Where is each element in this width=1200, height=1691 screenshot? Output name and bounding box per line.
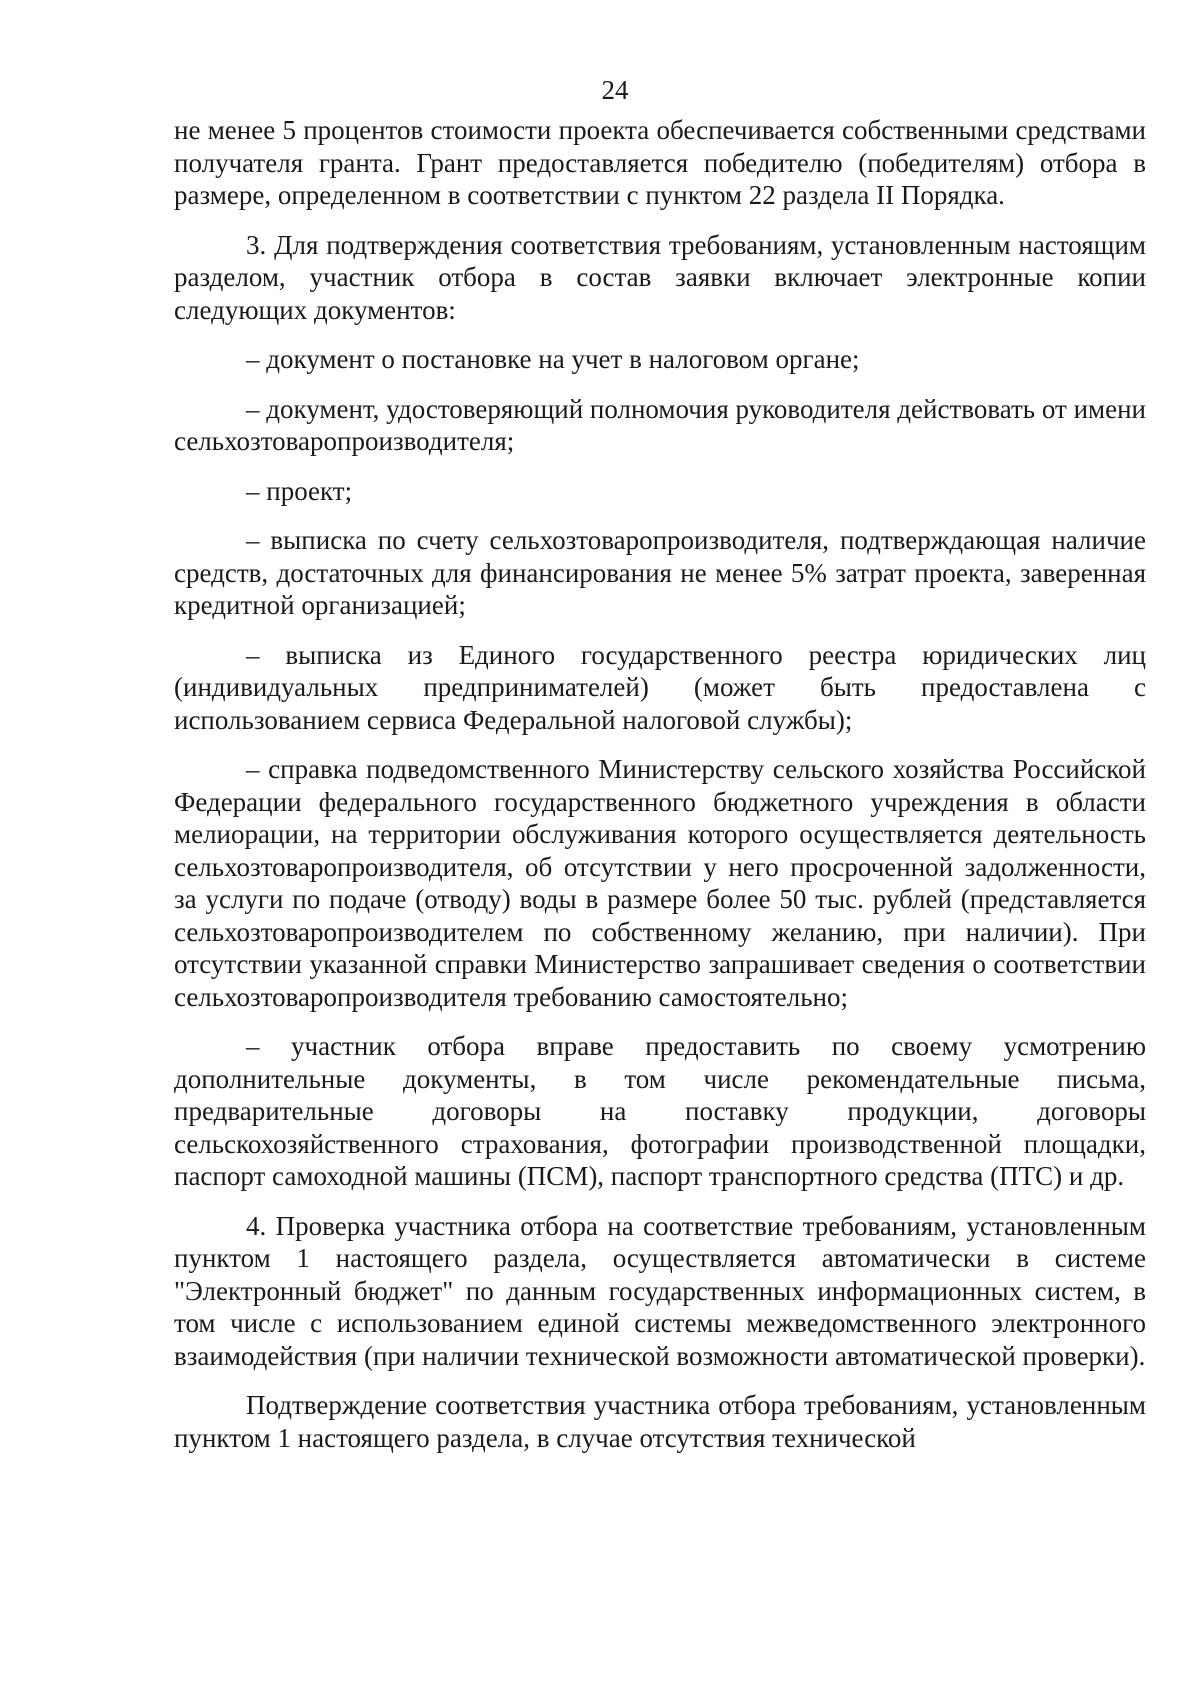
list-item-egrul-extract: – выписка из Единого государственного реестра юридических лиц (индивидуальных предпринимателей) (может быть предоставлена с использованием сервиса Федеральной налоговой службы);: [174, 639, 1146, 735]
list-item-project: – проект;: [246, 475, 353, 506]
list-item-additional-documents: – участник отбора вправе предоставить по своему усмотрению дополнительные документы, в том числе рекомендательные письма, предварительные договоры на поставку продукции, договоры сельскохозяйственного страхования, фотографии производственной площадки, паспорт самоходной машины (ПСМ), паспорт транспортного средства (ПТС) и др.: [174, 1031, 1146, 1191]
list-item-bank-statement: – выписка по счету сельхозтоваропроизводителя, подтверждающая наличие средств, достаточных для финансирования не менее 5% затрат проекта, заверенная кредитной организацией;: [174, 525, 1146, 620]
paragraph-clause-4: 4. Проверка участника отбора на соответствие требованиям, установленным пунктом 1 настоящего раздела, осуществляется автоматически в системе "Электронный бюджет" по данным государственных информационных систем, в том числе с использованием единой системы межведомственного электронного взаимодействия (при наличии технической возможности автоматической проверки).: [174, 1210, 1146, 1371]
list-item-melioration-certificate: – справка подведомственного Министерству сельского хозяйства Российской Федерации федерального государственного бюджетного учреждения в области мелиорации, на территории обслуживания которого осуществляется деятельность сельхозтоваропроизводителя, об отсутствии у него просроченной задолженности, за услуги по подаче (отводу) воды в размере более 50 тыс. рублей (представляется сельхозтоваропроизводителем по собственному желанию, при наличии). При отсутствии указанной справки Министерство запрашивает сведения о соответствии сельхозтоваропроизводителя требованию самостоятельно;: [174, 754, 1146, 1012]
paragraph-grant-continuation: не менее 5 процентов стоимости проекта обеспечивается собственными средствами получателя гранта. Грант предоставляется победителю (победителям) отбора в размере, определенном в соответствии с пунктом 22 раздела II Порядка.: [174, 115, 1146, 210]
page-number: 24: [601, 75, 629, 105]
paragraph-clause-3: 3. Для подтверждения соответствия требованиям, установленным настоящим разделом, участник отбора в состав заявки включает электронные копии следующих документов:: [174, 229, 1146, 325]
list-item-authority-document: – документ, удостоверяющий полномочия руководителя действовать от имени сельхозтоваропроизводителя;: [174, 393, 1146, 456]
list-item-tax-registration: – документ о постановке на учет в налоговом органе;: [246, 344, 860, 374]
document-body: [174, 114, 1146, 1471]
paragraph-confirmation: Подтверждение соответствия участника отбора требованиям, установленным пунктом 1 настоящего раздела, в случае отсутствия технической: [174, 1390, 1146, 1453]
